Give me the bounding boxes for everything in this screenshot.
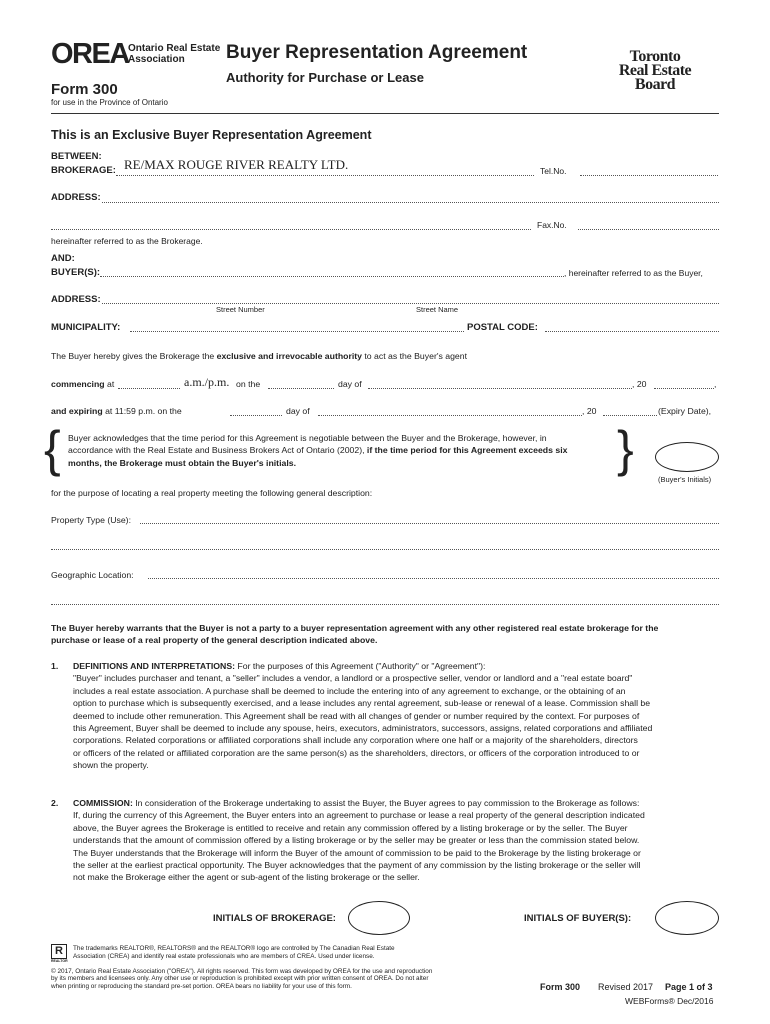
between-label: BETWEEN:	[51, 151, 102, 162]
municipality-field[interactable]	[130, 331, 464, 332]
property-type-label: Property Type (Use):	[51, 515, 131, 525]
orea-name-line-1: Ontario Real Estate	[128, 43, 221, 54]
trademark-line-2: Association (CREA) and identify real estate professionals who are members of CREA. Used under license.	[73, 953, 375, 960]
hereinafter-brokerage: hereinafter referred to as the Brokerage.	[51, 236, 203, 246]
buyers-label: BUYER(S):	[51, 267, 101, 278]
commencing-on-the: on the	[236, 379, 261, 389]
property-type-field-2[interactable]	[51, 549, 719, 550]
negotiable-line-2	[68, 444, 616, 456]
buyers-field[interactable]	[100, 276, 564, 277]
section-1-line: includes a real estate association. A purchase shall be deemed to include the entering into of any agreement to exchange, or the obtaining of an	[73, 685, 626, 696]
and-label: AND:	[51, 253, 75, 264]
commencing-day-of: day of	[338, 379, 362, 389]
commencing-at: at	[107, 379, 115, 389]
section-1-line: option to purchase which is subsequently exercised, and a lease includes any rental agreement, sub-lease or renewal of a lease. Commission shall be	[73, 698, 651, 709]
buyers-initials-oval[interactable]	[655, 442, 719, 472]
postal-code-field[interactable]	[545, 331, 719, 332]
commencing-time-field[interactable]	[118, 388, 180, 389]
section-2-number: 2.	[51, 798, 59, 808]
negotiable-line-3: months, the Brokerage must obtain the Buyer's initials.	[68, 457, 296, 468]
form-subtitle: Authority for Purchase or Lease	[226, 70, 424, 85]
orea-name	[128, 43, 220, 65]
section-2	[73, 797, 723, 884]
commencing-word: commencing	[51, 379, 105, 389]
negotiable-line-1: Buyer acknowledges that the time period for this Agreement is negotiable between the Buyer and the Brokerage, however, in	[68, 433, 547, 443]
trademark-line-1: The trademarks REALTOR®, REALTORS® and the REALTOR® logo are controlled by The Canadian Real Estate	[73, 945, 395, 952]
authority-text-a: The Buyer hereby gives the Brokerage the	[51, 351, 217, 361]
section-1-line: this Agreement, Buyer shall be deemed to include any spouse, heirs, executors, administrators, successors, assigns, related corporations and affiliated	[73, 723, 653, 734]
section-1-line: corporations. Related corporations or affiliated corporations shall include any corporation where one half or a majority of the shareholders, directors	[73, 735, 638, 746]
section-2-line: the seller at the earliest practical opportunity. The Buyer acknowledges that the payment of any commission by the listing brokerage or the seller will	[73, 860, 641, 871]
expiring-word: and expiring	[51, 406, 103, 416]
footer-page-number: Page 1 of 3	[665, 982, 713, 992]
expiry-day-of: day of	[286, 406, 310, 416]
brokerage-field[interactable]: RE/MAX ROUGE RIVER REALTY LTD.	[124, 157, 349, 172]
section-2-heading: COMMISSION:	[73, 798, 133, 808]
expiry-day-field[interactable]	[230, 415, 282, 416]
realtor-logo-text: REALTOR	[51, 959, 68, 963]
initials-of-brokerage-label: INITIALS OF BROKERAGE:	[213, 913, 336, 924]
commencing-year-prefix: , 20	[632, 379, 647, 389]
footer-revised: Revised 2017	[598, 982, 654, 992]
buyer-warranty	[51, 622, 721, 647]
section-2-line-0: In consideration of the Brokerage undertaking to assist the Buyer, the Buyer agrees to pay commission to the Brokerage as follows:	[132, 798, 640, 808]
commencing-label	[51, 378, 114, 390]
authority-text-bold: exclusive and irrevocable authority	[216, 351, 362, 361]
section-2-line: above, the Buyer agrees the Brokerage is entitled to receive and retain any commission offered by a listing brokerage or by the seller. The Buyer	[73, 822, 628, 833]
section-1-line-0: For the purposes of this Agreement ("Authority" or "Agreement"):	[235, 661, 486, 671]
form-title: Buyer Representation Agreement	[226, 42, 528, 63]
orea-name-line-2: Association	[128, 54, 185, 65]
exclusive-heading: This is an Exclusive Buyer Representation Agreement	[51, 128, 372, 142]
footer-webforms: WEBForms® Dec/2016	[625, 996, 714, 1006]
property-type-field[interactable]	[140, 523, 719, 524]
section-1-line: deemed to include other remuneration. This Agreement shall be read with all changes of gender or number required by the context. For purposes of	[73, 710, 640, 721]
right-brace: }	[617, 421, 634, 477]
expiry-month-field[interactable]	[318, 415, 582, 416]
tel-label: Tel.No.	[540, 166, 567, 176]
section-1-line: shown the property.	[73, 760, 149, 771]
negotiable-notice	[68, 432, 616, 469]
treb-logo	[612, 50, 698, 92]
expiry-date-suffix: (Expiry Date),	[658, 406, 712, 416]
section-1-first-line	[73, 660, 723, 672]
brokerage-label: BROKERAGE:	[51, 165, 116, 176]
copyright-line-1: © 2017, Ontario Real Estate Association ("OREA"). All rights reserved. This form was developed by OREA for the use and reproduction	[51, 968, 433, 975]
geographic-location-label: Geographic Location:	[51, 570, 134, 580]
trademark-notice	[73, 945, 395, 961]
header-divider	[51, 113, 719, 114]
form-province-note: for use in the Province of Ontario	[51, 98, 168, 107]
section-1-line: or officers of the related or affiliated corporation are the same person(s) as the shareholders, directors, or officers of the corporation introduced to or	[73, 747, 640, 758]
section-2-line: understands that the amount of commission offered by a listing brokerage or by the seller may be greater or less than the commission stated below.	[73, 835, 640, 846]
copyright-line-3: when printing or reproducing the standard pre-set portion. OREA bears no liability for your use of this form.	[51, 982, 352, 990]
brokerage-address-label: ADDRESS:	[51, 192, 101, 203]
orea-logo: OREA	[51, 38, 129, 70]
initials-of-buyers-label: INITIALS OF BUYER(S):	[524, 913, 632, 924]
form-number: Form 300	[51, 81, 118, 98]
street-number-caption: Street Number	[216, 305, 265, 314]
section-1-line: "Buyer" includes purchaser and tenant, a "seller" includes a vendor, a landlord or a prospective seller, vendor or landlord and a "real estate board"	[73, 673, 633, 684]
treb-logo-line-1: Toronto	[629, 48, 681, 65]
tel-field[interactable]	[580, 175, 718, 176]
buyer-address-field[interactable]	[102, 303, 719, 304]
section-1-heading: DEFINITIONS AND INTERPRETATIONS:	[73, 661, 236, 671]
buyer-address-label: ADDRESS:	[51, 294, 101, 305]
section-1-number: 1.	[51, 661, 59, 671]
section-2-line: The Buyer understands that the Brokerage will inform the Buyer of the amount of commission to be paid to the Brokerage by the listing brokerage or	[73, 847, 641, 858]
commencing-month-field[interactable]	[368, 388, 632, 389]
brokerage-address-field-2[interactable]	[51, 229, 531, 230]
authority-statement	[51, 350, 467, 362]
negotiable-line-2-a: accordance with the Real Estate and Business Brokers Act of Ontario (2002),	[68, 445, 367, 456]
geographic-location-field[interactable]	[148, 578, 719, 579]
negotiable-line-2-b: if the time period for this Agreement exceeds six	[366, 445, 568, 456]
ampm-text: a.m./p.m.	[184, 375, 230, 389]
fax-label: Fax.No.	[537, 220, 567, 230]
section-2-line: If, during the currency of this Agreement, the Buyer enters into an agreement to purchase or lease a real property of the general description indicated	[73, 810, 645, 821]
section-2-first-line	[73, 797, 723, 809]
buyers-initials-footer-oval[interactable]	[655, 901, 719, 935]
commencing-comma: ,	[714, 379, 717, 389]
fax-field[interactable]	[578, 229, 719, 230]
expiring-label	[51, 405, 182, 417]
buyer-warranty-line-1: The Buyer hereby warrants that the Buyer is not a party to a buyer representation agreement with any other registered real estate brokerage for the	[51, 623, 659, 633]
brokerage-initials-oval[interactable]	[348, 901, 410, 935]
authority-text-c: to act as the Buyer's agent	[361, 351, 467, 361]
footer-form-number: Form 300	[540, 982, 581, 992]
geographic-location-field-2[interactable]	[51, 604, 719, 605]
buyers-initials-caption: (Buyer's Initials)	[658, 475, 712, 484]
section-2-line: not make the Brokerage either the agent or sub-agent of the listing brokerage or the seller.	[73, 872, 420, 883]
commencing-day-field[interactable]	[268, 388, 334, 389]
hereinafter-buyer: , hereinafter referred to as the Buyer,	[564, 268, 703, 278]
commencing-year-field[interactable]	[654, 388, 714, 389]
expiring-at: at 11:59 p.m. on the	[105, 406, 182, 416]
brokerage-line	[116, 175, 534, 176]
street-name-caption: Street Name	[416, 305, 459, 314]
realtor-logo	[51, 944, 67, 964]
postal-code-label: POSTAL CODE:	[467, 322, 538, 333]
municipality-label: MUNICIPALITY:	[51, 322, 121, 333]
expiry-year-field[interactable]	[603, 415, 657, 416]
section-1	[73, 660, 723, 772]
expiry-year-prefix: , 20	[582, 406, 597, 416]
realtor-logo-mark: R	[51, 944, 67, 959]
brokerage-address-field[interactable]	[102, 202, 719, 203]
copyright-notice	[51, 968, 432, 990]
buyer-warranty-line-2: purchase or lease of a real property of the general description indicated above.	[51, 635, 378, 646]
purpose-text: for the purpose of locating a real property meeting the following general description:	[51, 488, 373, 498]
treb-logo-line-2: Real Estate	[618, 62, 692, 79]
copyright-line-2: by its members and licensees only. Any other use or reproduction is prohibited except with prior written consent of OREA. Do not alter	[51, 975, 429, 983]
treb-logo-line-3: Board	[634, 76, 676, 93]
left-brace: {	[44, 421, 61, 477]
